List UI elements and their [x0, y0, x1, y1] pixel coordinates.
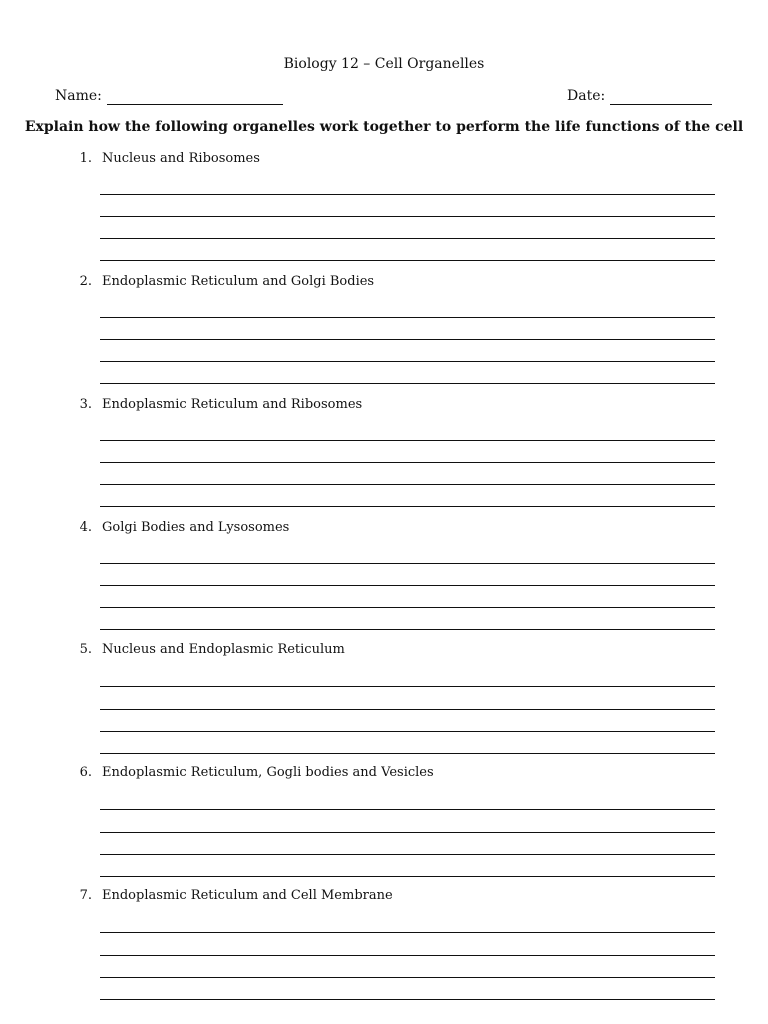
answer-line[interactable] [100, 339, 715, 340]
answer-line[interactable] [100, 955, 715, 956]
answer-line[interactable] [100, 563, 715, 564]
question-text: Endoplasmic Reticulum and Golgi Bodies [102, 274, 375, 289]
answer-line[interactable] [100, 484, 715, 485]
answer-line[interactable] [100, 383, 715, 384]
answer-line[interactable] [100, 260, 715, 261]
answer-line[interactable] [100, 361, 715, 362]
page-title: Biology 12 – Cell Organelles [283, 56, 485, 72]
question-6 [0, 764, 768, 884]
question-text: Nucleus and Ribosomes [102, 151, 260, 166]
answer-line[interactable] [100, 216, 715, 217]
name-label: Name: [55, 88, 102, 104]
question-5 [0, 641, 768, 761]
answer-line[interactable] [100, 194, 715, 195]
date-label: Date: [567, 88, 606, 104]
answer-line[interactable] [100, 809, 715, 810]
answer-line[interactable] [100, 854, 715, 855]
question-text: Endoplasmic Reticulum and Ribosomes [102, 397, 363, 412]
date-field-row [567, 87, 712, 105]
answer-line[interactable] [100, 709, 715, 710]
question-text: Nucleus and Endoplasmic Reticulum [102, 642, 345, 657]
answer-line[interactable] [100, 317, 715, 318]
instructions: Explain how the following organelles work together to perform the life functions of the cell [24, 119, 744, 135]
question-text: Golgi Bodies and Lysosomes [102, 520, 290, 535]
answer-line[interactable] [100, 462, 715, 463]
question-3 [0, 396, 768, 516]
answer-line[interactable] [100, 753, 715, 754]
answer-line[interactable] [100, 607, 715, 608]
question-7 [0, 887, 768, 1007]
answer-line[interactable] [100, 585, 715, 586]
answer-line[interactable] [100, 977, 715, 978]
question-number: 7. [79, 888, 92, 903]
question-number: 6. [79, 765, 92, 780]
answer-line[interactable] [100, 999, 715, 1000]
answer-line[interactable] [100, 832, 715, 833]
answer-line[interactable] [100, 238, 715, 239]
name-blank[interactable] [107, 90, 283, 105]
question-number: 1. [79, 151, 92, 166]
answer-line[interactable] [100, 686, 715, 687]
answer-line[interactable] [100, 876, 715, 877]
question-number: 4. [79, 520, 92, 535]
question-number: 2. [79, 274, 92, 289]
question-1 [0, 150, 768, 270]
question-number: 3. [79, 397, 92, 412]
name-field-row [55, 87, 283, 105]
answer-line[interactable] [100, 731, 715, 732]
answer-line[interactable] [100, 440, 715, 441]
question-text: Endoplasmic Reticulum, Gogli bodies and Vesicles [102, 765, 434, 780]
answer-line[interactable] [100, 506, 715, 507]
question-2 [0, 273, 768, 393]
question-4 [0, 519, 768, 639]
answer-line[interactable] [100, 932, 715, 933]
question-text: Endoplasmic Reticulum and Cell Membrane [102, 888, 393, 903]
answer-line[interactable] [100, 629, 715, 630]
question-number: 5. [79, 642, 92, 657]
date-blank[interactable] [610, 90, 712, 105]
